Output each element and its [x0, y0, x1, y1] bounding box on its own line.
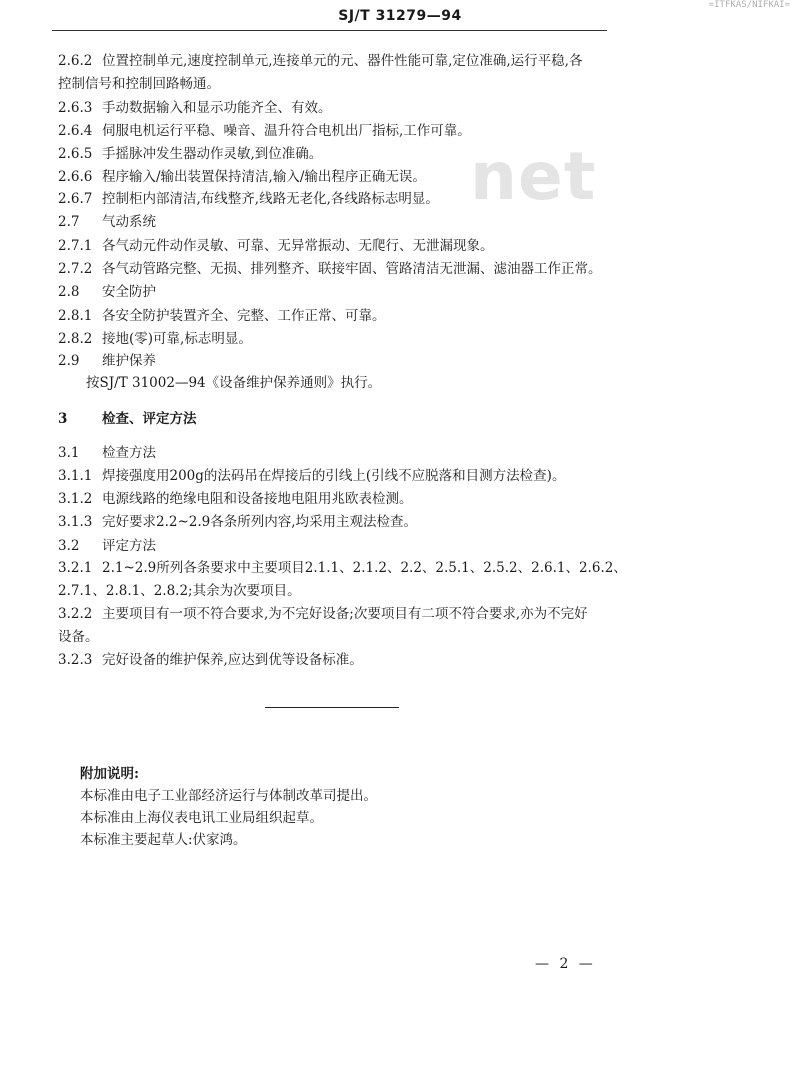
clause-2-9	[58, 352, 618, 370]
clause-text: 按SJ/T 31002—94《设备维护保养通则》执行。	[86, 375, 382, 391]
clause-number: 2.6.5	[58, 146, 93, 162]
footer-line-2: 本标准由上海仪表电讯工业局组织起草。	[80, 810, 323, 826]
clause-2-8-2	[58, 330, 618, 348]
clause-text: 电源线路的绝缘电阻和设备接地电阻用兆欧表检测。	[102, 491, 413, 507]
clause-number: 2.7	[58, 214, 80, 230]
clause-3-2-3	[58, 651, 618, 669]
clause-text: 手摇脉冲发生器动作灵敏,到位准确。	[102, 146, 323, 162]
clause-3-2-2	[58, 605, 618, 623]
standard-code-header: SJ/T 31279—94	[338, 8, 462, 24]
clause-text: 各气动管路完整、无损、排列整齐、联接牢固、管路清洁无泄漏、滤油器工作正常。	[102, 261, 602, 277]
clause-3-2-1	[58, 559, 627, 577]
clause-continuation	[86, 374, 646, 392]
clause-number: 3.1.3	[58, 514, 93, 530]
clause-text: 控制柜内部清洁,布线整齐,线路无老化,各线路标志明显。	[102, 191, 439, 207]
clause-text: 控制信号和控制回路畅通。	[58, 76, 220, 92]
clause-2-6-3	[58, 99, 618, 117]
clause-text: 程序输入/输出装置保持清洁,输入/输出程序正确无误。	[102, 169, 426, 185]
clause-text: 安全防护	[102, 284, 156, 300]
clause-3-1-2	[58, 490, 618, 508]
clause-text: 评定方法	[102, 538, 156, 554]
clause-3-1-1	[58, 467, 618, 485]
clause-number: 2.8	[58, 284, 80, 300]
clause-continuation	[58, 582, 618, 600]
clause-number: 3	[58, 411, 68, 427]
clause-2-8	[58, 283, 618, 301]
clause-number: 2.7.2	[58, 261, 93, 277]
clause-text: 伺服电机运行平稳、噪音、温升符合电机出厂指标,工作可靠。	[102, 123, 471, 139]
clause-2-7-2	[58, 260, 618, 278]
clause-number: 3.2	[58, 538, 80, 554]
clause-number: 2.6.3	[58, 100, 93, 116]
clause-text: 检查、评定方法	[102, 411, 197, 427]
clause-2-6-6	[58, 168, 618, 186]
clause-number: 3.1.1	[58, 468, 93, 484]
clause-number: 2.8.2	[58, 331, 93, 347]
clause-2-8-1	[58, 307, 618, 325]
clause-number: 3.2.2	[58, 606, 93, 622]
clause-number: 2.6.2	[58, 53, 93, 69]
clause-3	[58, 410, 618, 428]
clause-2-7-1	[58, 237, 618, 255]
clause-text: 2.1~2.9所列各条要求中主要项目2.1.1、2.1.2、2.2、2.5.1、2.5.2、2.6.1、2.6.2、	[102, 560, 627, 576]
clause-2-6-5	[58, 145, 618, 163]
clause-text: 各气动元件动作灵敏、可靠、无异常振动、无爬行、无泄漏现象。	[102, 238, 494, 254]
footer-line-1: 本标准由电子工业部经济运行与体制改革司提出。	[80, 788, 377, 804]
clause-text: 2.7.1、2.8.1、2.8.2;其余为次要项目。	[58, 583, 301, 599]
clause-text: 维护保养	[102, 353, 156, 369]
clause-text: 完好要求2.2~2.9各条所列内容,均采用主观法检查。	[102, 514, 418, 530]
clause-number: 2.6.7	[58, 191, 93, 207]
clause-number: 2.6.4	[58, 123, 93, 139]
clause-continuation	[58, 628, 618, 646]
clause-3-2	[58, 537, 618, 555]
clause-number: 3.1	[58, 445, 80, 461]
clause-number: 3.1.2	[58, 491, 93, 507]
clause-continuation	[58, 75, 618, 93]
footer-line-3: 本标准主要起草人:伏家鸿。	[80, 832, 247, 848]
clause-text: 焊接强度用200g的法码吊在焊接后的引线上(引线不应脱落和目测方法检查)。	[102, 468, 566, 484]
clause-text: 各安全防护装置齐全、完整、工作正常、可靠。	[102, 308, 386, 324]
clause-3-1	[58, 444, 618, 462]
watermark: net	[470, 138, 597, 215]
clause-text: 气动系统	[102, 214, 156, 230]
page-number: — 2 —	[535, 956, 596, 972]
clause-text: 设备。	[58, 629, 99, 645]
clause-number: 3.2.1	[58, 560, 93, 576]
clause-number: 3.2.3	[58, 652, 93, 668]
clause-3-1-3	[58, 513, 618, 531]
clause-text: 手动数据输入和显示功能齐全、有效。	[102, 100, 332, 116]
clause-text: 主要项目有一项不符合要求,为不完好设备;次要项目有二项不符合要求,亦为不完好	[102, 606, 588, 622]
clause-number: 2.7.1	[58, 238, 93, 254]
header-rule	[52, 30, 607, 31]
clause-2-7	[58, 213, 618, 231]
clause-2-6-2	[58, 52, 618, 70]
clause-text: 接地(零)可靠,标志明显。	[102, 331, 252, 347]
clause-number: 2.8.1	[58, 308, 93, 324]
clause-text: 完好设备的维护保养,应达到优等设备标准。	[102, 652, 363, 668]
clause-number: 2.6.6	[58, 169, 93, 185]
corner-mark: =ITFKAS/NIFKAI=	[708, 0, 790, 10]
clause-2-6-4	[58, 122, 618, 140]
clause-number: 2.9	[58, 353, 80, 369]
footer-heading: 附加说明:	[80, 766, 139, 782]
clause-2-6-7	[58, 190, 618, 208]
clause-text: 检查方法	[102, 445, 156, 461]
clause-text: 位置控制单元,速度控制单元,连接单元的元、器件性能可靠,定位准确,运行平稳,各	[102, 53, 583, 69]
section-divider	[265, 707, 399, 708]
